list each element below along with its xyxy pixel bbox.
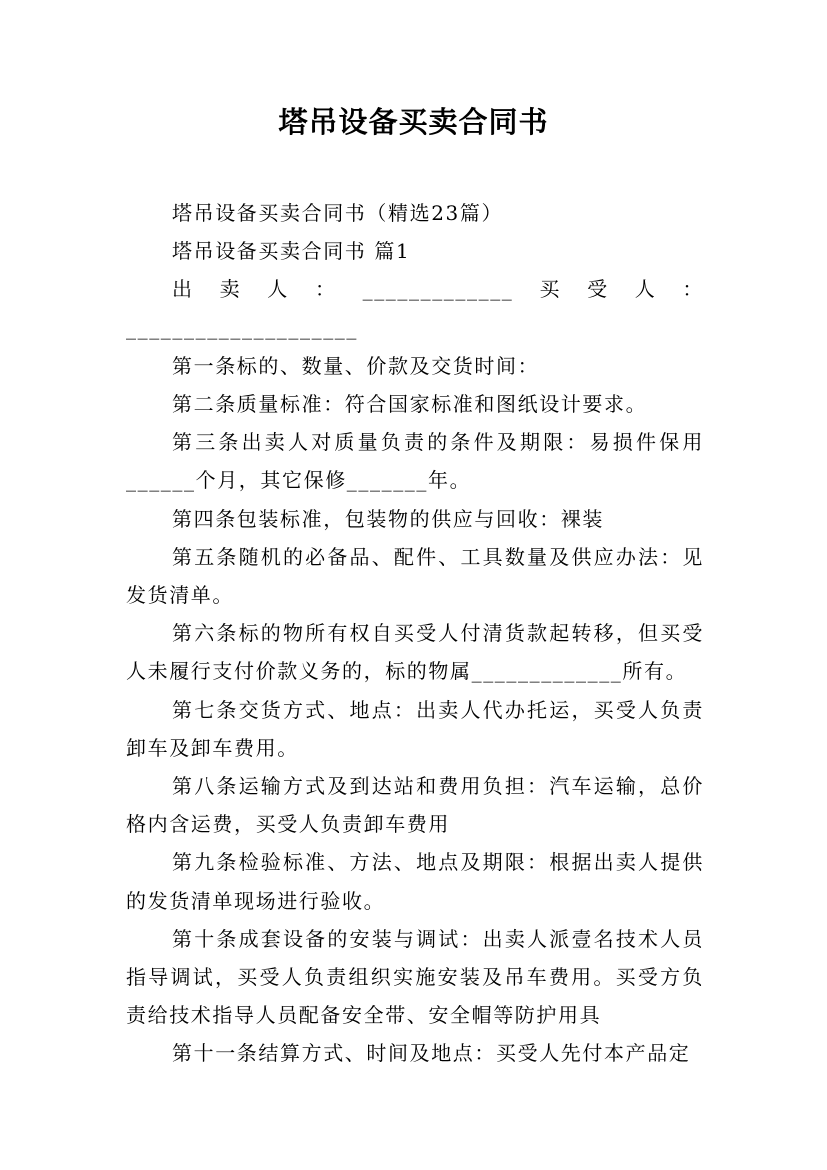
paragraph-article-1: 第一条标的、数量、价款及交货时间： <box>172 353 540 378</box>
paragraph-article-11: 第十一条结算方式、时间及地点：买受人先付本产品定 <box>172 1041 691 1066</box>
paragraph-parties: 出卖人：_____________买受人：____________________ <box>126 277 704 340</box>
paragraph-article-7: 第七条交货方式、地点：出卖人代办托运，买受人负责卸车及卸车费用。 <box>126 697 704 760</box>
paragraph-article-2: 第二条质量标准：符合国家标准和图纸设计要求。 <box>172 392 648 417</box>
paragraph-article-5: 第五条随机的必备品、配件、工具数量及供应办法：见发货清单。 <box>126 544 704 608</box>
paragraph-article-9: 第九条检验标准、方法、地点及期限：根据出卖人提供的发货清单现场进行验收。 <box>126 850 704 913</box>
document-title: 塔吊设备买卖合同书 <box>278 105 549 139</box>
paragraph-article-3: 第三条出卖人对质量负责的条件及期限：易损件保用______个月，其它保修_______年。 <box>126 430 704 493</box>
paragraph-section-heading: 塔吊设备买卖合同书 篇1 <box>172 239 411 264</box>
document-body <box>126 194 704 1073</box>
paragraph-subtitle: 塔吊设备买卖合同书（精选23篇） <box>172 201 504 225</box>
paragraph-article-8: 第八条运输方式及到达站和费用负担：汽车运输，总价格内含运费，买受人负责卸车费用 <box>126 774 704 837</box>
paragraph-article-6: 第六条标的物所有权自买受人付清货款起转移，但买受人未履行支付价款义务的，标的物属_____________所有。 <box>126 621 704 684</box>
paragraph-article-4: 第四条包装标准，包装物的供应与回收：裸装 <box>172 506 604 531</box>
paragraph-article-10: 第十条成套设备的安装与调试：出卖人派壹名技术人员指导调试，买受人负责组织实施安装及吊车费用。买受方负责给技术指导人员配备安全带、安全帽等防护用具 <box>126 926 704 1028</box>
